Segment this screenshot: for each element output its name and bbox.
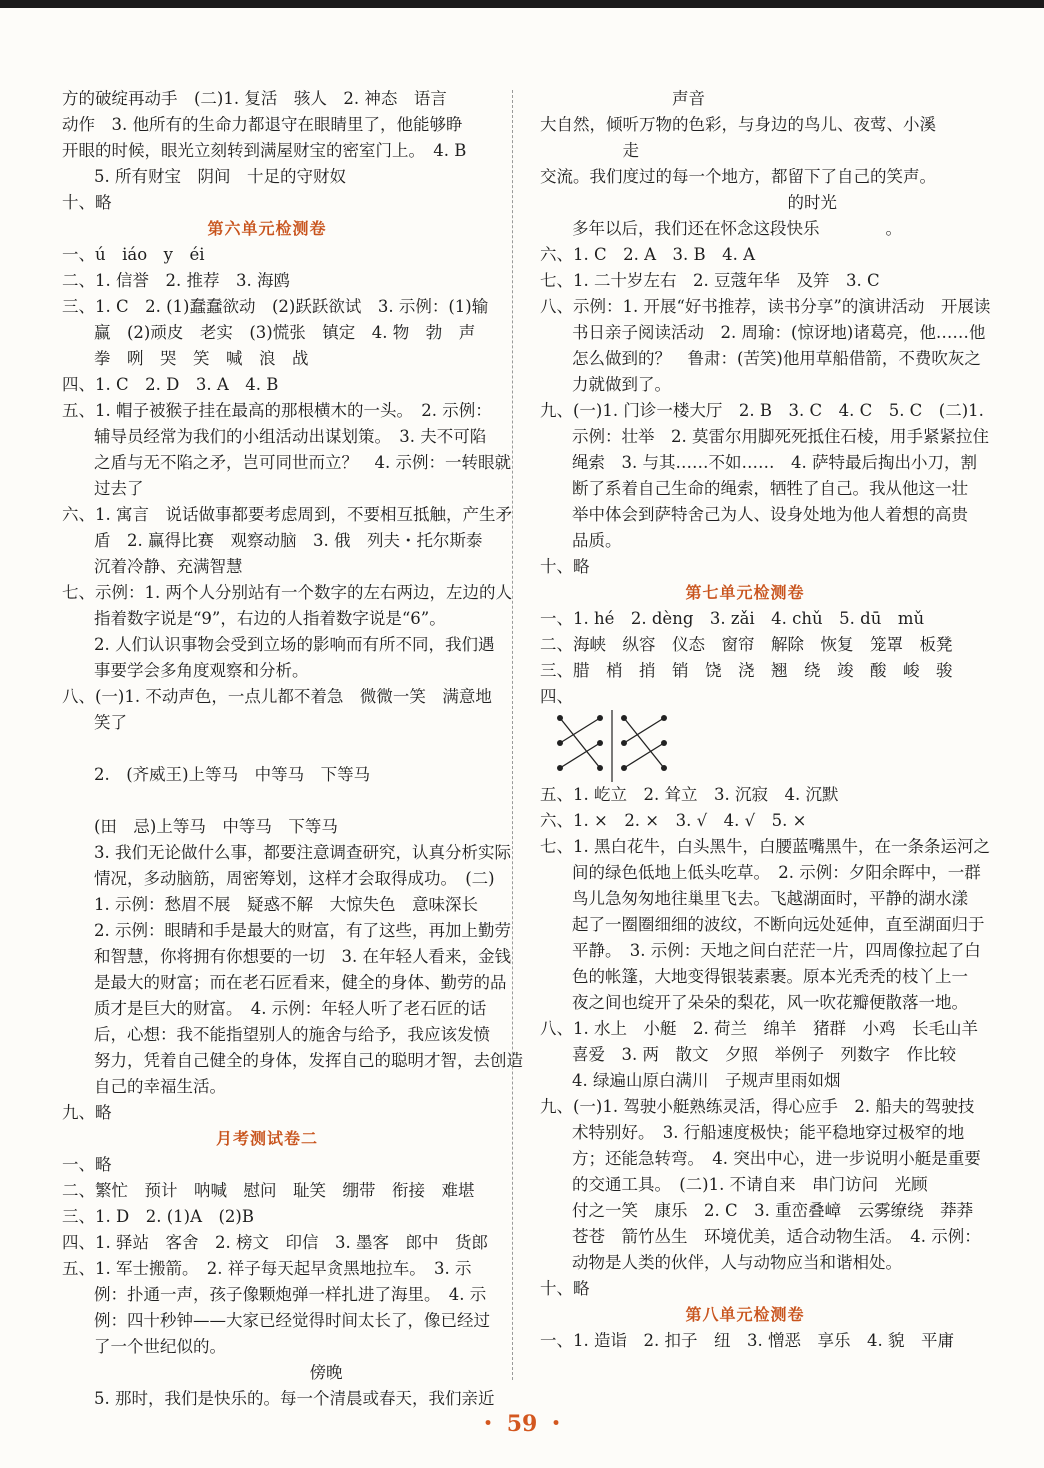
answer-line: 方的破绽再动手 (二)1. 复活 骇人 2. 神态 语言: [62, 89, 447, 108]
answer-line: 的交通工具。 (二)1. 不请自来 串门访问 光顾: [572, 1175, 928, 1194]
answer-line: 1. 示例：愁眉不展 疑惑不解 大惊失色 意味深长: [94, 895, 478, 914]
answer-line: 过去了: [94, 479, 144, 498]
answer-line: 八、示例：1. 开展“好书推荐，读书分享”的演讲活动 开展读: [540, 297, 991, 316]
answer-line: 七、1. 二十岁左右 2. 豆蔻年华 及笄 3. C: [540, 271, 880, 290]
answer-line: 六、1. C 2. A 3. B 4. A: [540, 245, 756, 264]
answer-line: 情况，多动脑筋，周密筹划，这样才会取得成功。 (二): [94, 869, 495, 888]
page-number: ・ 59 ・: [477, 1411, 567, 1437]
answer-line: 动作 3. 他所有的生命力都退守在眼睛里了，他能够睁: [62, 115, 463, 134]
answer-line: 多年以后，我们还在怀念这段快乐 。: [572, 219, 902, 238]
answer-line: [62, 788, 472, 814]
answer-line: 三、1. C 2. (1)蠢蠢欲动 (2)跃跃欲试 3. 示例：(1)输: [62, 297, 489, 316]
answer-line: 二、海峡 纵容 仪态 窗帘 解除 恢复 笼罩 板凳: [540, 635, 953, 654]
answer-line: 付之一笑 康乐 2. C 3. 重峦叠嶂 云雾缭绕 莽莽: [572, 1201, 974, 1220]
answer-line: 辅导员经常为我们的小组活动出谋划策。 3. 夫不可陷: [94, 427, 487, 446]
section-heading: 第七单元检测卷: [685, 583, 805, 602]
answer-line: 三、1. D 2. (1)A (2)B: [62, 1207, 254, 1226]
answer-line: 拳 咧 哭 笑 喊 浪 战: [94, 349, 309, 368]
answer-line: 九、(一)1. 门诊一楼大厅 2. B 3. C 4. C 5. C (二)1.: [540, 401, 984, 420]
answer-line: 五、1. 帽子被猴子挂在最高的那根横木的一头。 2. 示例：: [62, 401, 492, 420]
right-column: [540, 86, 991, 1354]
answer-line: 例：扑通一声，孩子像颗炮弹一样扎进了海里。 4. 示: [94, 1285, 487, 1304]
answer-line: 大自然，倾听万物的色彩，与身边的鸟儿、夜莺、小溪: [540, 115, 936, 134]
answer-line: 力就做到了。: [572, 375, 671, 394]
top-border: [0, 0, 1044, 8]
answer-line: 三、腊 梢 捎 销 饶 浇 翘 绕 竣 酸 峻 骏: [540, 661, 953, 680]
answer-line: 五、1. 军士搬箭。 2. 祥子每天起早贪黑地拉车。 3. 示: [62, 1259, 472, 1278]
answer-line: 声音: [540, 89, 705, 108]
answer-line: 自己的幸福生活。: [94, 1077, 226, 1096]
answer-line: 方；还能急转弯。 4. 突出中心，进一步说明小艇是重要: [572, 1149, 981, 1168]
answer-line: 术特别好。 3. 行船速度极快；能平稳地穿过极窄的地: [572, 1123, 965, 1142]
answer-line: 色的帐篷，大地变得银装素裹。原本光秃秃的枝丫上一: [572, 967, 968, 986]
answer-line: 走: [540, 141, 639, 160]
section-heading: 第六单元检测卷: [207, 219, 327, 238]
answer-line: 断了系着自己生命的绳索，牺牲了自己。我从他这一壮: [572, 479, 968, 498]
section-heading: 第八单元检测卷: [685, 1305, 805, 1324]
answer-line: 傍晚: [62, 1363, 343, 1382]
answer-line: 后，心想：我不能指望别人的施舍与给予，我应该发愤: [94, 1025, 490, 1044]
answer-line: 品质。: [572, 531, 622, 550]
answer-line: 喜爱 3. 两 散文 夕照 举例子 列数字 作比较: [572, 1045, 956, 1064]
left-column: [62, 86, 523, 1412]
answer-line: 4. 绿遍山原白满川 子规声里雨如烟: [572, 1071, 841, 1090]
answer-line: 5. 所有财宝 阴间 十足的守财奴: [94, 167, 346, 186]
answer-line: 笑了: [94, 713, 127, 732]
answer-line: 是最大的财富；而在老石匠看来，健全的身体、勤劳的品: [94, 973, 507, 992]
answer-line: 二、1. 信誉 2. 推荐 3. 海鸥: [62, 271, 290, 290]
answer-line: 了一个世纪似的。: [94, 1337, 226, 1356]
answer-line: (田 忌)上等马 中等马 下等马: [94, 817, 338, 836]
answer-line: 开眼的时候，眼光立刻转到满屋财宝的密室门上。 4. B: [62, 141, 467, 160]
answer-line: 动物是人类的伙伴，人与动物应当和谐相处。: [572, 1253, 902, 1272]
answer-line: 六、1. 寓言 说话做事都要考虑周到，不要相互抵触，产生矛: [62, 505, 512, 524]
answer-line: 八、1. 水上 小艇 2. 荷兰 绵羊 猪群 小鸡 长毛山羊: [540, 1019, 978, 1038]
answer-line: 九、(一)1. 驾驶小艇熟练灵活，得心应手 2. 船夫的驾驶技: [540, 1097, 975, 1116]
answer-line: 指着数字说是“9”，右边的人指着数字说是“6”。: [94, 609, 446, 628]
answer-line: 沉着冷静、充满智慧: [94, 557, 243, 576]
answer-line: 十、略: [540, 1279, 590, 1298]
matching-diagram: [540, 710, 950, 782]
answer-line: 例：四十秒钟——大家已经觉得时间太长了，像已经过: [94, 1311, 490, 1330]
answer-line: 四、1. 驿站 客舍 2. 榜文 印信 3. 墨客 郎中 货郎: [62, 1233, 488, 1252]
answer-line: 一、1. hé 2. dèng 3. zǎi 4. chǔ 5. dū mǔ: [540, 609, 925, 628]
answer-line: 起了一圈圈细细的波纹，不断向远处延伸，直至湖面归于: [572, 915, 985, 934]
answer-line: 七、1. 黑白花牛，白头黑牛，白腰蓝嘴黑牛，在一条条运河之: [540, 837, 990, 856]
answer-line: 十、略: [62, 193, 112, 212]
answer-line: 2. (齐威王)上等马 中等马 下等马: [94, 765, 371, 784]
answer-line: 事要学会多角度观察和分析。: [94, 661, 309, 680]
answer-line: 五、1. 屹立 2. 耸立 3. 沉寂 4. 沉默: [540, 785, 839, 804]
answer-line: 一、略: [62, 1155, 112, 1174]
answer-line: 九、略: [62, 1103, 112, 1122]
answer-line: 间的绿色低地上低头吃草。 2. 示例：夕阳余晖中，一群: [572, 863, 981, 882]
answer-line: 3. 我们无论做什么事，都要注意调查研究，认真分析实际: [94, 843, 511, 862]
answer-line: 之盾与无不陷之矛，岂可同世而立？ 4. 示例：一转眼就: [94, 453, 511, 472]
answer-line: 和智慧，你将拥有你想要的一切 3. 在年轻人看来，金钱: [94, 947, 511, 966]
answer-line: 夜之间也绽开了朵朵的梨花，风一吹花瓣便散落一地。: [572, 993, 968, 1012]
column-divider: [512, 90, 513, 1380]
answer-line: 质才是巨大的财富。 4. 示例：年轻人听了老石匠的话: [94, 999, 487, 1018]
answer-line: 苍苍 箭竹丛生 环境优美，适合动物生活。 4. 示例：: [572, 1227, 981, 1246]
answer-line: 鸟儿急匆匆地往巢里飞去。飞越湖面时，平静的湖水漾: [572, 889, 968, 908]
answer-line: 八、(一)1. 不动声色，一点儿都不着急 微微一笑 满意地: [62, 687, 492, 706]
answer-line: 七、示例：1. 两个人分别站有一个数字的左右两边，左边的人: [62, 583, 512, 602]
answer-line: 书日亲子阅读活动 2. 周瑜：(惊讶地)诸葛亮，他……他: [572, 323, 986, 342]
answer-line: 四、: [540, 687, 573, 706]
answer-line: 十、略: [540, 557, 590, 576]
answer-line: 四、1. C 2. D 3. A 4. B: [62, 375, 279, 394]
answer-line: 努力，凭着自己健全的身体，发挥自己的聪明才智，去创造: [94, 1051, 523, 1070]
answer-line: [62, 736, 472, 762]
answer-line: 二、繁忙 预计 呐喊 慰问 耻笑 绷带 衔接 难堪: [62, 1181, 475, 1200]
answer-line: 5. 那时，我们是快乐的。每一个清晨或春天，我们亲近: [94, 1389, 495, 1408]
section-heading: 月考测试卷二: [215, 1129, 318, 1148]
answer-line: 赢 (2)顽皮 老实 (3)慌张 镇定 4. 物 勃 声: [94, 323, 476, 342]
answer-line: 平静。 3. 示例：天地之间白茫茫一片，四周像拉起了白: [572, 941, 981, 960]
answer-line: 一、ú iáo y éi: [62, 245, 205, 264]
answer-line: 盾 2. 赢得比赛 观察动脑 3. 俄 列夫・托尔斯泰: [94, 531, 483, 550]
answer-line: 2. 人们认识事物会受到立场的影响而有所不同，我们遇: [94, 635, 495, 654]
answer-line: 的时光: [540, 193, 837, 212]
answer-line: 一、1. 造诣 2. 扣子 纽 3. 憎恶 享乐 4. 貌 平庸: [540, 1331, 954, 1350]
answer-line: 交流。我们度过的每一个地方，都留下了自己的笑声。: [540, 167, 936, 186]
answer-line: 绳索 3. 与其……不如…… 4. 萨特最后掏出小刀，割: [572, 453, 977, 472]
answer-line: 六、1. × 2. × 3. √ 4. √ 5. ×: [540, 811, 807, 830]
answer-line: 2. 示例：眼睛和手是最大的财富，有了这些，再加上勤劳: [94, 921, 511, 940]
answer-line: 示例：壮举 2. 莫雷尔用脚死死抵住石棱，用手紧紧拉住: [572, 427, 989, 446]
answer-line: 举中体会到萨特舍己为人、设身处地为他人着想的高贵: [572, 505, 968, 524]
answer-line: 怎么做到的？ 鲁肃：(苦笑)他用草船借箭，不费吹灰之: [572, 349, 981, 368]
